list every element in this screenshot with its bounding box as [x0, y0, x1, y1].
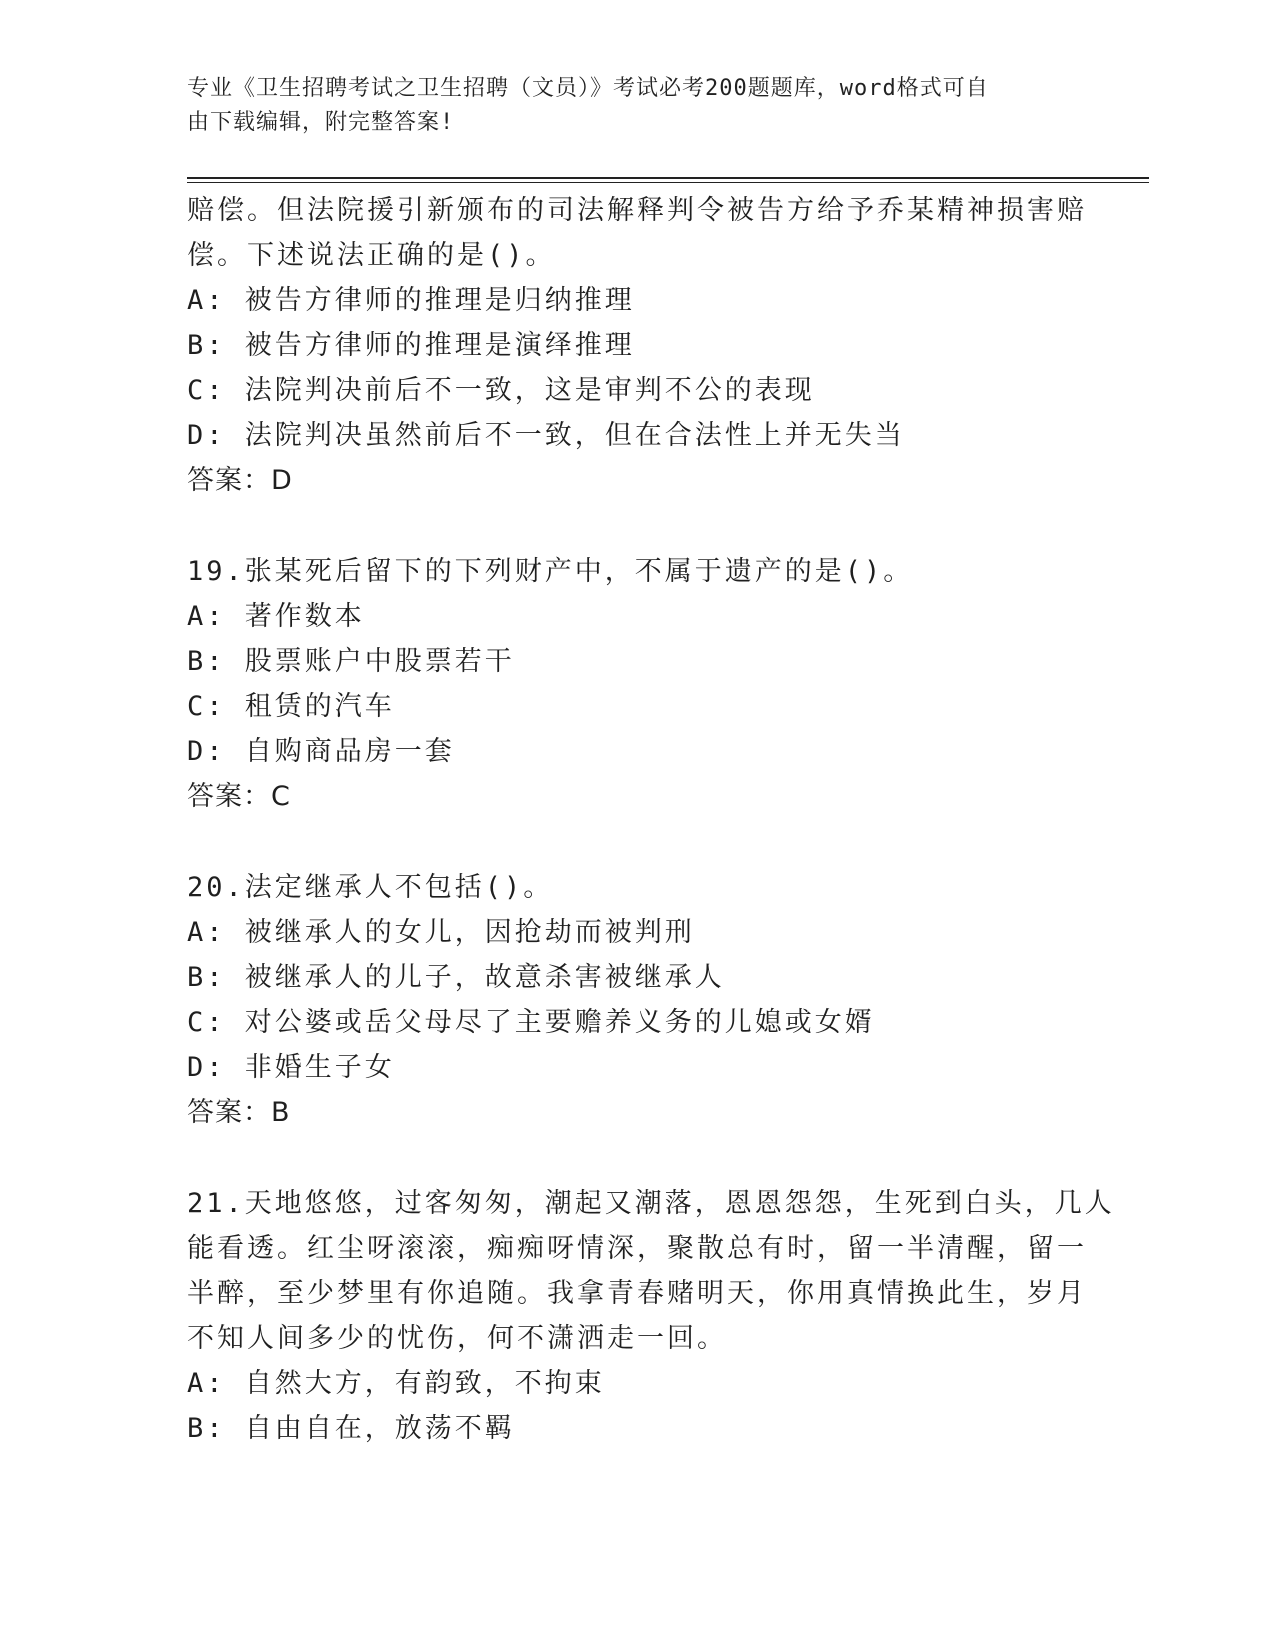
question-stem: 赔偿。但法院援引新颁布的司法解释判令被告方给予乔某精神损害赔 [187, 195, 1087, 226]
answer: 答案：B [187, 1097, 291, 1128]
question-stem: 能看透。红尘呀滚滚，痴痴呀情深，聚散总有时，留一半清醒，留一 [187, 1233, 1087, 1264]
option-c: C: 法院判决前后不一致，这是审判不公的表现 [187, 375, 815, 406]
question-stem: 21.天地悠悠，过客匆匆，潮起又潮落，恩恩怨怨，生死到白头，几人 [187, 1188, 1115, 1219]
option-d: D: 非婚生子女 [187, 1052, 395, 1083]
header-title-line-1: 专业《卫生招聘考试之卫生招聘（文员）》考试必考200题题库，word格式可自 [187, 76, 989, 101]
option-b: B: 被告方律师的推理是演绎推理 [187, 330, 635, 361]
option-a: A: 被继承人的女儿，因抢劫而被判刑 [187, 917, 695, 948]
answer: 答案：C [187, 781, 291, 812]
header-divider-thin [187, 182, 1149, 183]
option-a: A: 著作数本 [187, 601, 365, 632]
header-divider [187, 177, 1149, 179]
option-b: B: 自由自在，放荡不羁 [187, 1413, 515, 1444]
question-stem: 20.法定继承人不包括()。 [187, 872, 554, 903]
question-stem: 19.张某死后留下的下列财产中，不属于遗产的是()。 [187, 556, 914, 587]
option-a: A: 被告方律师的推理是归纳推理 [187, 285, 635, 316]
question-stem: 偿。下述说法正确的是()。 [187, 240, 556, 271]
document-header [187, 72, 1067, 140]
question-21 [187, 1181, 1115, 1451]
question-19 [187, 549, 1087, 819]
option-b: B: 股票账户中股票若干 [187, 646, 515, 677]
option-c: C: 对公婆或岳父母尽了主要赡养义务的儿媳或女婿 [187, 1007, 875, 1038]
header-title-line-2: 由下载编辑，附完整答案! [187, 110, 455, 135]
question-stem: 不知人间多少的忧伤，何不潇洒走一回。 [187, 1323, 727, 1354]
option-c: C: 租赁的汽车 [187, 691, 395, 722]
option-a: A: 自然大方，有韵致，不拘束 [187, 1368, 605, 1399]
question-20 [187, 865, 1087, 1135]
question-stem: 半醉，至少梦里有你追随。我拿青春赌明天，你用真情换此生，岁月 [187, 1278, 1087, 1309]
question-list [187, 188, 1115, 1451]
option-d: D: 自购商品房一套 [187, 736, 455, 767]
option-b: B: 被继承人的儿子，故意杀害被继承人 [187, 962, 725, 993]
question-18 [187, 188, 1087, 503]
answer: 答案：D [187, 465, 293, 496]
option-d: D: 法院判决虽然前后不一致，但在合法性上并无失当 [187, 420, 905, 451]
